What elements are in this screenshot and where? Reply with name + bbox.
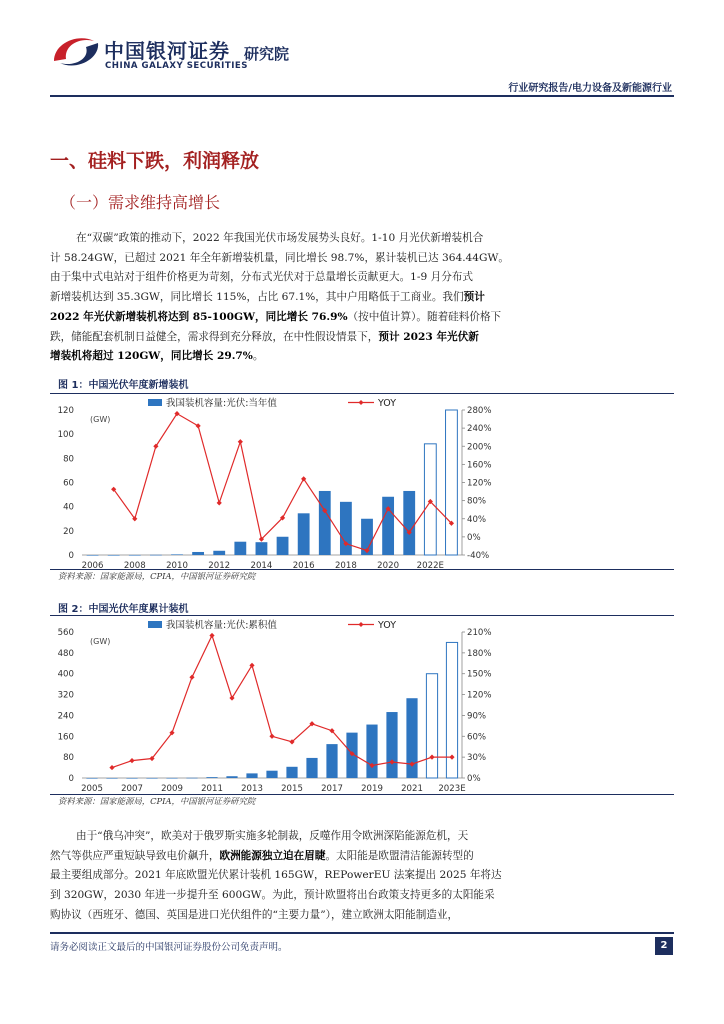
yoy-point — [217, 500, 222, 505]
y-right-tick-label: 150% — [467, 669, 492, 680]
yoy-point — [269, 734, 274, 739]
bar — [166, 778, 177, 779]
y-right-tick-label: 210% — [467, 628, 492, 638]
y-left-tick-label: 60 — [63, 478, 74, 489]
bar — [446, 410, 458, 555]
y-right-tick-label: 0% — [467, 532, 481, 543]
figure-1-chart — [50, 393, 674, 570]
bar — [382, 497, 394, 555]
bar — [108, 555, 120, 556]
legend-bar-label: 我国装机容量:光伏:当年值 — [166, 398, 277, 409]
para2-line3: 最主要组成部分。2021 年底欧盟光伏累计装机 165GW，REPowerEU 法案提出 2025 年将达 — [50, 869, 502, 882]
yoy-line — [114, 414, 452, 551]
x-tick-label: 2007 — [121, 784, 143, 794]
x-tick-label: 2016 — [292, 561, 315, 569]
y-left-tick-label: 120 — [57, 406, 74, 416]
para2-line4: 到 320GW，2030 年进一步提升至 600GW。为此，预计欧盟将出台政策支持更多的太阳能采 — [50, 889, 495, 902]
header-rule — [50, 95, 674, 97]
legend-bar-label: 我国装机容量:光伏:累积值 — [166, 620, 277, 631]
para1-line6: 跌，储能配套机制日益健全，需求得到充分释放，在中性假设情景下，预计 2023 年光伏新 — [50, 330, 479, 343]
bar — [326, 744, 337, 778]
bar — [106, 778, 117, 779]
bar — [126, 778, 137, 779]
bar — [286, 767, 297, 778]
y-right-tick-label: 180% — [467, 648, 492, 659]
bar — [206, 777, 217, 778]
paragraph-europe — [50, 827, 674, 926]
figure-1-source: 资料来源：国家能源局，CPIA，中国银河证券研究院 — [58, 571, 256, 581]
y-left-tick-label: 100 — [57, 430, 74, 441]
bar — [226, 776, 237, 778]
figure-2-title: 图 2：中国光伏年度累计装机 — [58, 604, 189, 615]
x-tick-label: 2005 — [81, 784, 103, 794]
y-right-tick-label: 280% — [467, 406, 492, 416]
bar — [150, 555, 162, 556]
y-right-tick-label: 40% — [467, 514, 487, 525]
yoy-point — [196, 423, 201, 428]
page-number: 2 — [655, 937, 673, 955]
y-right-tick-label: 80% — [467, 496, 487, 507]
unit-label: (GW) — [90, 637, 111, 646]
yoy-point — [238, 439, 243, 444]
y-right-tick-label: 0% — [467, 774, 481, 784]
bar — [234, 542, 246, 555]
x-tick-label: 2020 — [377, 561, 400, 569]
bar — [186, 778, 197, 779]
legend-line-label: YOY — [378, 398, 397, 409]
para1-line7: 增装机将超过 120GW，同比增长 29.7%。 — [50, 350, 264, 363]
y-right-tick-label: 30% — [467, 753, 487, 764]
figure-2-chart — [50, 615, 674, 795]
y-left-tick-label: 560 — [57, 628, 74, 638]
yoy-point — [129, 758, 134, 763]
y-left-tick-label: 80 — [63, 753, 74, 764]
yoy-point — [209, 633, 214, 638]
x-tick-label: 2021 — [401, 784, 423, 794]
bar — [171, 554, 183, 555]
section-title: 一、硅料下跌，利润释放 — [50, 150, 260, 172]
section-subtitle: （一）需求维持高增长 — [60, 193, 221, 212]
y-right-tick-label: 90% — [467, 711, 487, 722]
bar — [87, 555, 99, 556]
bar — [298, 513, 310, 555]
y-left-tick-label: 480 — [57, 648, 74, 659]
paragraph-demand — [50, 229, 674, 367]
legend-bar-swatch — [148, 621, 162, 628]
bar — [340, 502, 352, 555]
yoy-point — [109, 765, 114, 770]
x-tick-label: 2018 — [334, 561, 357, 569]
bar — [266, 771, 277, 778]
logo-english-name: CHINA GALAXY SECURITIES — [105, 61, 248, 71]
x-tick-label: 2014 — [250, 561, 273, 569]
x-tick-label: 2012 — [208, 561, 231, 569]
para2-line1: 由于“俄乌冲突”，欧美对于俄罗斯实施多轮制裁，反噬作用令欧洲深陷能源危机，天 — [76, 830, 469, 842]
y-right-tick-label: 160% — [467, 460, 492, 471]
legend-line-marker — [359, 622, 364, 627]
y-right-tick-label: 120% — [467, 478, 492, 489]
bar — [386, 712, 397, 778]
bar — [426, 674, 437, 778]
figure-2-source: 资料来源：国家能源局，CPIA，中国银河证券研究院 — [58, 796, 256, 806]
x-tick-label: 2010 — [166, 561, 188, 569]
bar — [213, 551, 225, 555]
x-tick-label: 2019 — [361, 784, 383, 794]
figure-1-title: 图 1：中国光伏年度新增装机 — [58, 380, 189, 391]
yoy-line — [112, 635, 452, 767]
y-left-tick-label: 400 — [57, 669, 74, 680]
bar — [319, 491, 331, 555]
cumulative-installations-chart — [50, 616, 674, 794]
bar — [256, 542, 268, 555]
department-label: 研究院 — [244, 45, 290, 63]
para1-line5: 2022 年光伏新增装机将达到 85-100GW，同比增长 76.9%（按中值计算）。随着硅料价格下 — [50, 310, 502, 323]
x-tick-label: 2011 — [201, 784, 223, 794]
legend-bar-swatch — [148, 399, 162, 406]
disclaimer-note: 请务必阅读正文最后的中国银河证券股份公司免责声明。 — [50, 942, 288, 953]
x-tick-label: 2006 — [81, 561, 104, 569]
y-left-tick-label: 0 — [68, 551, 74, 561]
x-tick-label: 2023E — [438, 784, 466, 794]
y-left-tick-label: 240 — [57, 711, 74, 722]
logo-mark — [50, 31, 102, 71]
y-left-tick-label: 160 — [57, 732, 74, 743]
bar — [306, 758, 317, 778]
bar — [366, 725, 377, 778]
x-tick-label: 2022E — [416, 561, 444, 569]
y-left-tick-label: 40 — [63, 502, 74, 513]
y-right-tick-label: -40% — [467, 551, 490, 561]
x-tick-label: 2015 — [281, 784, 303, 794]
y-left-tick-label: 80 — [63, 454, 74, 465]
y-left-tick-label: 20 — [63, 526, 74, 537]
para1-line4: 新增装机达到 35.3GW，同比增长 115%，占比 67.1%，其中户用略低于工商业。我们预计 — [50, 291, 485, 304]
y-left-tick-label: 0 — [68, 774, 74, 784]
y-right-tick-label: 200% — [467, 442, 492, 453]
bar — [86, 778, 97, 779]
x-tick-label: 2017 — [321, 784, 343, 794]
yoy-point — [229, 695, 234, 700]
para1-line3: 由于集中式电站对于组件价格更为苛刻，分布式光伏对于总量增长贡献更大。1-9 月分布式 — [50, 271, 473, 284]
bar — [277, 537, 289, 555]
yoy-point — [189, 675, 194, 680]
legend-line-label: YOY — [378, 620, 397, 631]
x-tick-label: 2009 — [161, 784, 183, 794]
bar — [246, 773, 257, 778]
bar — [192, 552, 204, 555]
para1-line2: 计 58.24GW，已超过 2021 年全年新增装机量，同比增长 98.7%，累计装机已达 364.44GW。 — [50, 251, 509, 264]
new-installations-chart — [50, 394, 674, 569]
y-right-tick-label: 240% — [467, 424, 492, 435]
para2-line5: 购协议（西班牙、德国、英国是进口光伏组件的“主要力量”），建立欧洲太阳能制造业， — [50, 908, 459, 921]
x-tick-label: 2013 — [241, 784, 263, 794]
para2-line2: 然气等供应严重短缺导致电价飙升，欧洲能源独立迫在眉睫。太阳能是欧盟清洁能源转型的 — [50, 849, 474, 862]
bar — [146, 778, 157, 779]
yoy-point — [249, 663, 254, 668]
logo-chinese-name: 中国银河证券 — [104, 39, 230, 63]
y-left-tick-label: 320 — [57, 690, 74, 701]
legend-line-marker — [359, 400, 364, 405]
footer-rule — [50, 932, 674, 934]
y-right-tick-label: 60% — [467, 732, 487, 743]
unit-label: (GW) — [90, 415, 111, 424]
x-tick-label: 2008 — [123, 561, 146, 569]
y-right-tick-label: 120% — [467, 690, 492, 701]
bar — [403, 491, 415, 555]
para1-line1: 在“双碳”政策的推动下，2022 年我国光伏市场发展势头良好。1-10 月光伏新增装机合 — [76, 232, 484, 244]
breadcrumb: 行业研究报告/电力设备及新能源行业 — [508, 83, 672, 94]
bar — [129, 555, 141, 556]
